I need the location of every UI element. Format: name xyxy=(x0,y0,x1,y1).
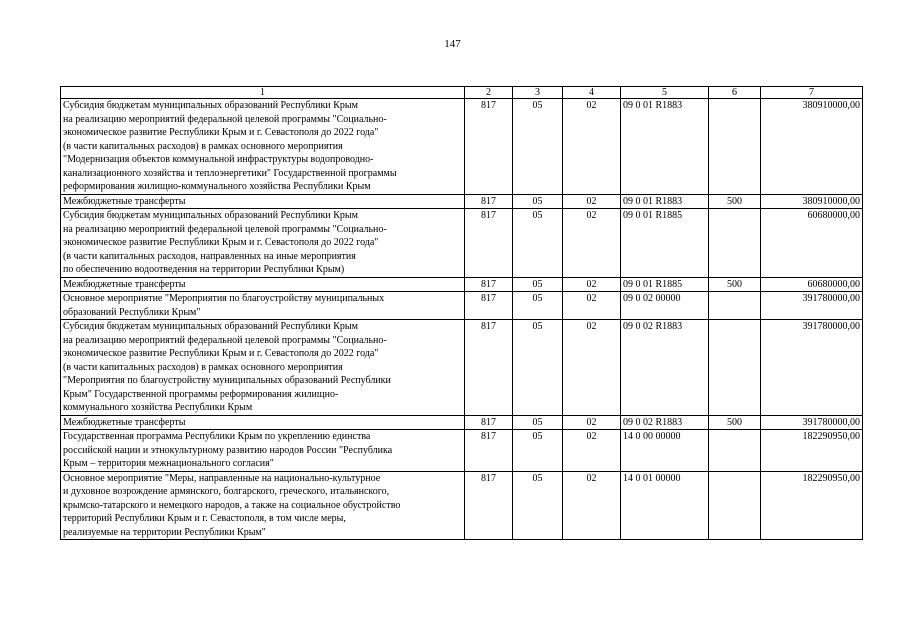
section-code-cell: 05 xyxy=(513,430,563,472)
section-code-cell: 05 xyxy=(513,194,563,209)
grbs-code-cell: 817 xyxy=(465,430,513,472)
grbs-code-cell: 817 xyxy=(465,471,513,540)
expense-type-cell: 500 xyxy=(709,277,761,292)
subsection-code-cell: 02 xyxy=(563,320,621,416)
column-header: 2 xyxy=(465,87,513,99)
amount-cell: 60680000,00 xyxy=(761,277,863,292)
row-name-cell: Межбюджетные трансферты xyxy=(61,415,465,430)
table-row xyxy=(61,471,863,540)
amount-cell: 391780000,00 xyxy=(761,415,863,430)
column-header: 3 xyxy=(513,87,563,99)
target-article-cell: 09 0 02 R1883 xyxy=(621,320,709,416)
amount-cell: 60680000,00 xyxy=(761,209,863,278)
row-name-cell: Государственная программа Республики Крым по укреплению единства российской нации и этнокультурному развитию народов России "Республика Крым – территория межнационального согласия" xyxy=(61,430,465,472)
row-name-cell: Субсидия бюджетам муниципальных образований Республики Крым на реализацию мероприятий федеральной целевой программы "Социально- экономическое развитие Республики Крым и г. Севастополя до 2022 года" (в части капитальных расходов, направленных на иные мероприятия по обеспечению водоотведения на территории Республики Крым) xyxy=(61,209,465,278)
expense-type-cell xyxy=(709,320,761,416)
amount-cell: 380910000,00 xyxy=(761,194,863,209)
row-name-cell: Межбюджетные трансферты xyxy=(61,194,465,209)
budget-table xyxy=(60,86,863,540)
column-header: 5 xyxy=(621,87,709,99)
table-row xyxy=(61,209,863,278)
amount-cell: 182290950,00 xyxy=(761,430,863,472)
amount-cell: 182290950,00 xyxy=(761,471,863,540)
table-row xyxy=(61,415,863,430)
target-article-cell: 09 0 01 R1885 xyxy=(621,209,709,278)
table-row xyxy=(61,194,863,209)
subsection-code-cell: 02 xyxy=(563,277,621,292)
row-name-cell: Основное мероприятие "Мероприятия по благоустройству муниципальных образований Республики Крым" xyxy=(61,292,465,320)
row-name-cell: Субсидия бюджетам муниципальных образований Республики Крым на реализацию мероприятий федеральной целевой программы "Социально- экономическое развитие Республики Крым и г. Севастополя до 2022 года" (в части капитальных расходов) в рамках основного мероприятия "Мероприятия по благоустройству муниципальных образований Республики Крым" Государственной программы реформирования жилищно- коммунального хозяйства Республики Крым xyxy=(61,320,465,416)
expense-type-cell xyxy=(709,292,761,320)
expense-type-cell xyxy=(709,430,761,472)
table-row xyxy=(61,430,863,472)
grbs-code-cell: 817 xyxy=(465,415,513,430)
grbs-code-cell: 817 xyxy=(465,194,513,209)
amount-cell: 391780000,00 xyxy=(761,292,863,320)
subsection-code-cell: 02 xyxy=(563,471,621,540)
target-article-cell: 09 0 02 00000 xyxy=(621,292,709,320)
target-article-cell: 09 0 01 R1883 xyxy=(621,194,709,209)
subsection-code-cell: 02 xyxy=(563,292,621,320)
table-row xyxy=(61,292,863,320)
target-article-cell: 09 0 01 R1885 xyxy=(621,277,709,292)
expense-type-cell: 500 xyxy=(709,194,761,209)
row-name-cell: Субсидия бюджетам муниципальных образований Республики Крым на реализацию мероприятий федеральной целевой программы "Социально- экономическое развитие Республики Крым и г. Севастополя до 2022 года" (в части капитальных расходов) в рамках основного мероприятия "Модернизация объектов коммунальной инфраструктуры водопроводно- канализационного хозяйства и теплоэнергетики" Государственной программы реформирования жилищно-коммунального хозяйства Республики Крым xyxy=(61,99,465,195)
grbs-code-cell: 817 xyxy=(465,99,513,195)
grbs-code-cell: 817 xyxy=(465,277,513,292)
column-header: 7 xyxy=(761,87,863,99)
expense-type-cell xyxy=(709,471,761,540)
page-number: 147 xyxy=(444,38,461,50)
column-header-row xyxy=(61,87,863,99)
subsection-code-cell: 02 xyxy=(563,415,621,430)
grbs-code-cell: 817 xyxy=(465,320,513,416)
grbs-code-cell: 817 xyxy=(465,292,513,320)
section-code-cell: 05 xyxy=(513,209,563,278)
target-article-cell: 14 0 00 00000 xyxy=(621,430,709,472)
table-row xyxy=(61,277,863,292)
section-code-cell: 05 xyxy=(513,471,563,540)
amount-cell: 380910000,00 xyxy=(761,99,863,195)
table-row xyxy=(61,320,863,416)
expense-type-cell xyxy=(709,99,761,195)
section-code-cell: 05 xyxy=(513,292,563,320)
section-code-cell: 05 xyxy=(513,99,563,195)
column-header: 4 xyxy=(563,87,621,99)
subsection-code-cell: 02 xyxy=(563,209,621,278)
expense-type-cell xyxy=(709,209,761,278)
subsection-code-cell: 02 xyxy=(563,194,621,209)
target-article-cell: 09 0 01 R1883 xyxy=(621,99,709,195)
target-article-cell: 14 0 01 00000 xyxy=(621,471,709,540)
column-header: 1 xyxy=(61,87,465,99)
row-name-cell: Межбюджетные трансферты xyxy=(61,277,465,292)
expense-type-cell: 500 xyxy=(709,415,761,430)
subsection-code-cell: 02 xyxy=(563,430,621,472)
row-name-cell: Основное мероприятие "Меры, направленные на национально-культурное и духовное возрождение армянского, болгарского, греческого, итальянского, крымско-татарского и немецкого народов, а также на социальное обустройство территорий Республики Крым и г. Севастополя, в том числе меры, реализуемые на территории Республики Крым" xyxy=(61,471,465,540)
grbs-code-cell: 817 xyxy=(465,209,513,278)
subsection-code-cell: 02 xyxy=(563,99,621,195)
amount-cell: 391780000,00 xyxy=(761,320,863,416)
target-article-cell: 09 0 02 R1883 xyxy=(621,415,709,430)
section-code-cell: 05 xyxy=(513,415,563,430)
section-code-cell: 05 xyxy=(513,320,563,416)
section-code-cell: 05 xyxy=(513,277,563,292)
table-row xyxy=(61,99,863,195)
column-header: 6 xyxy=(709,87,761,99)
